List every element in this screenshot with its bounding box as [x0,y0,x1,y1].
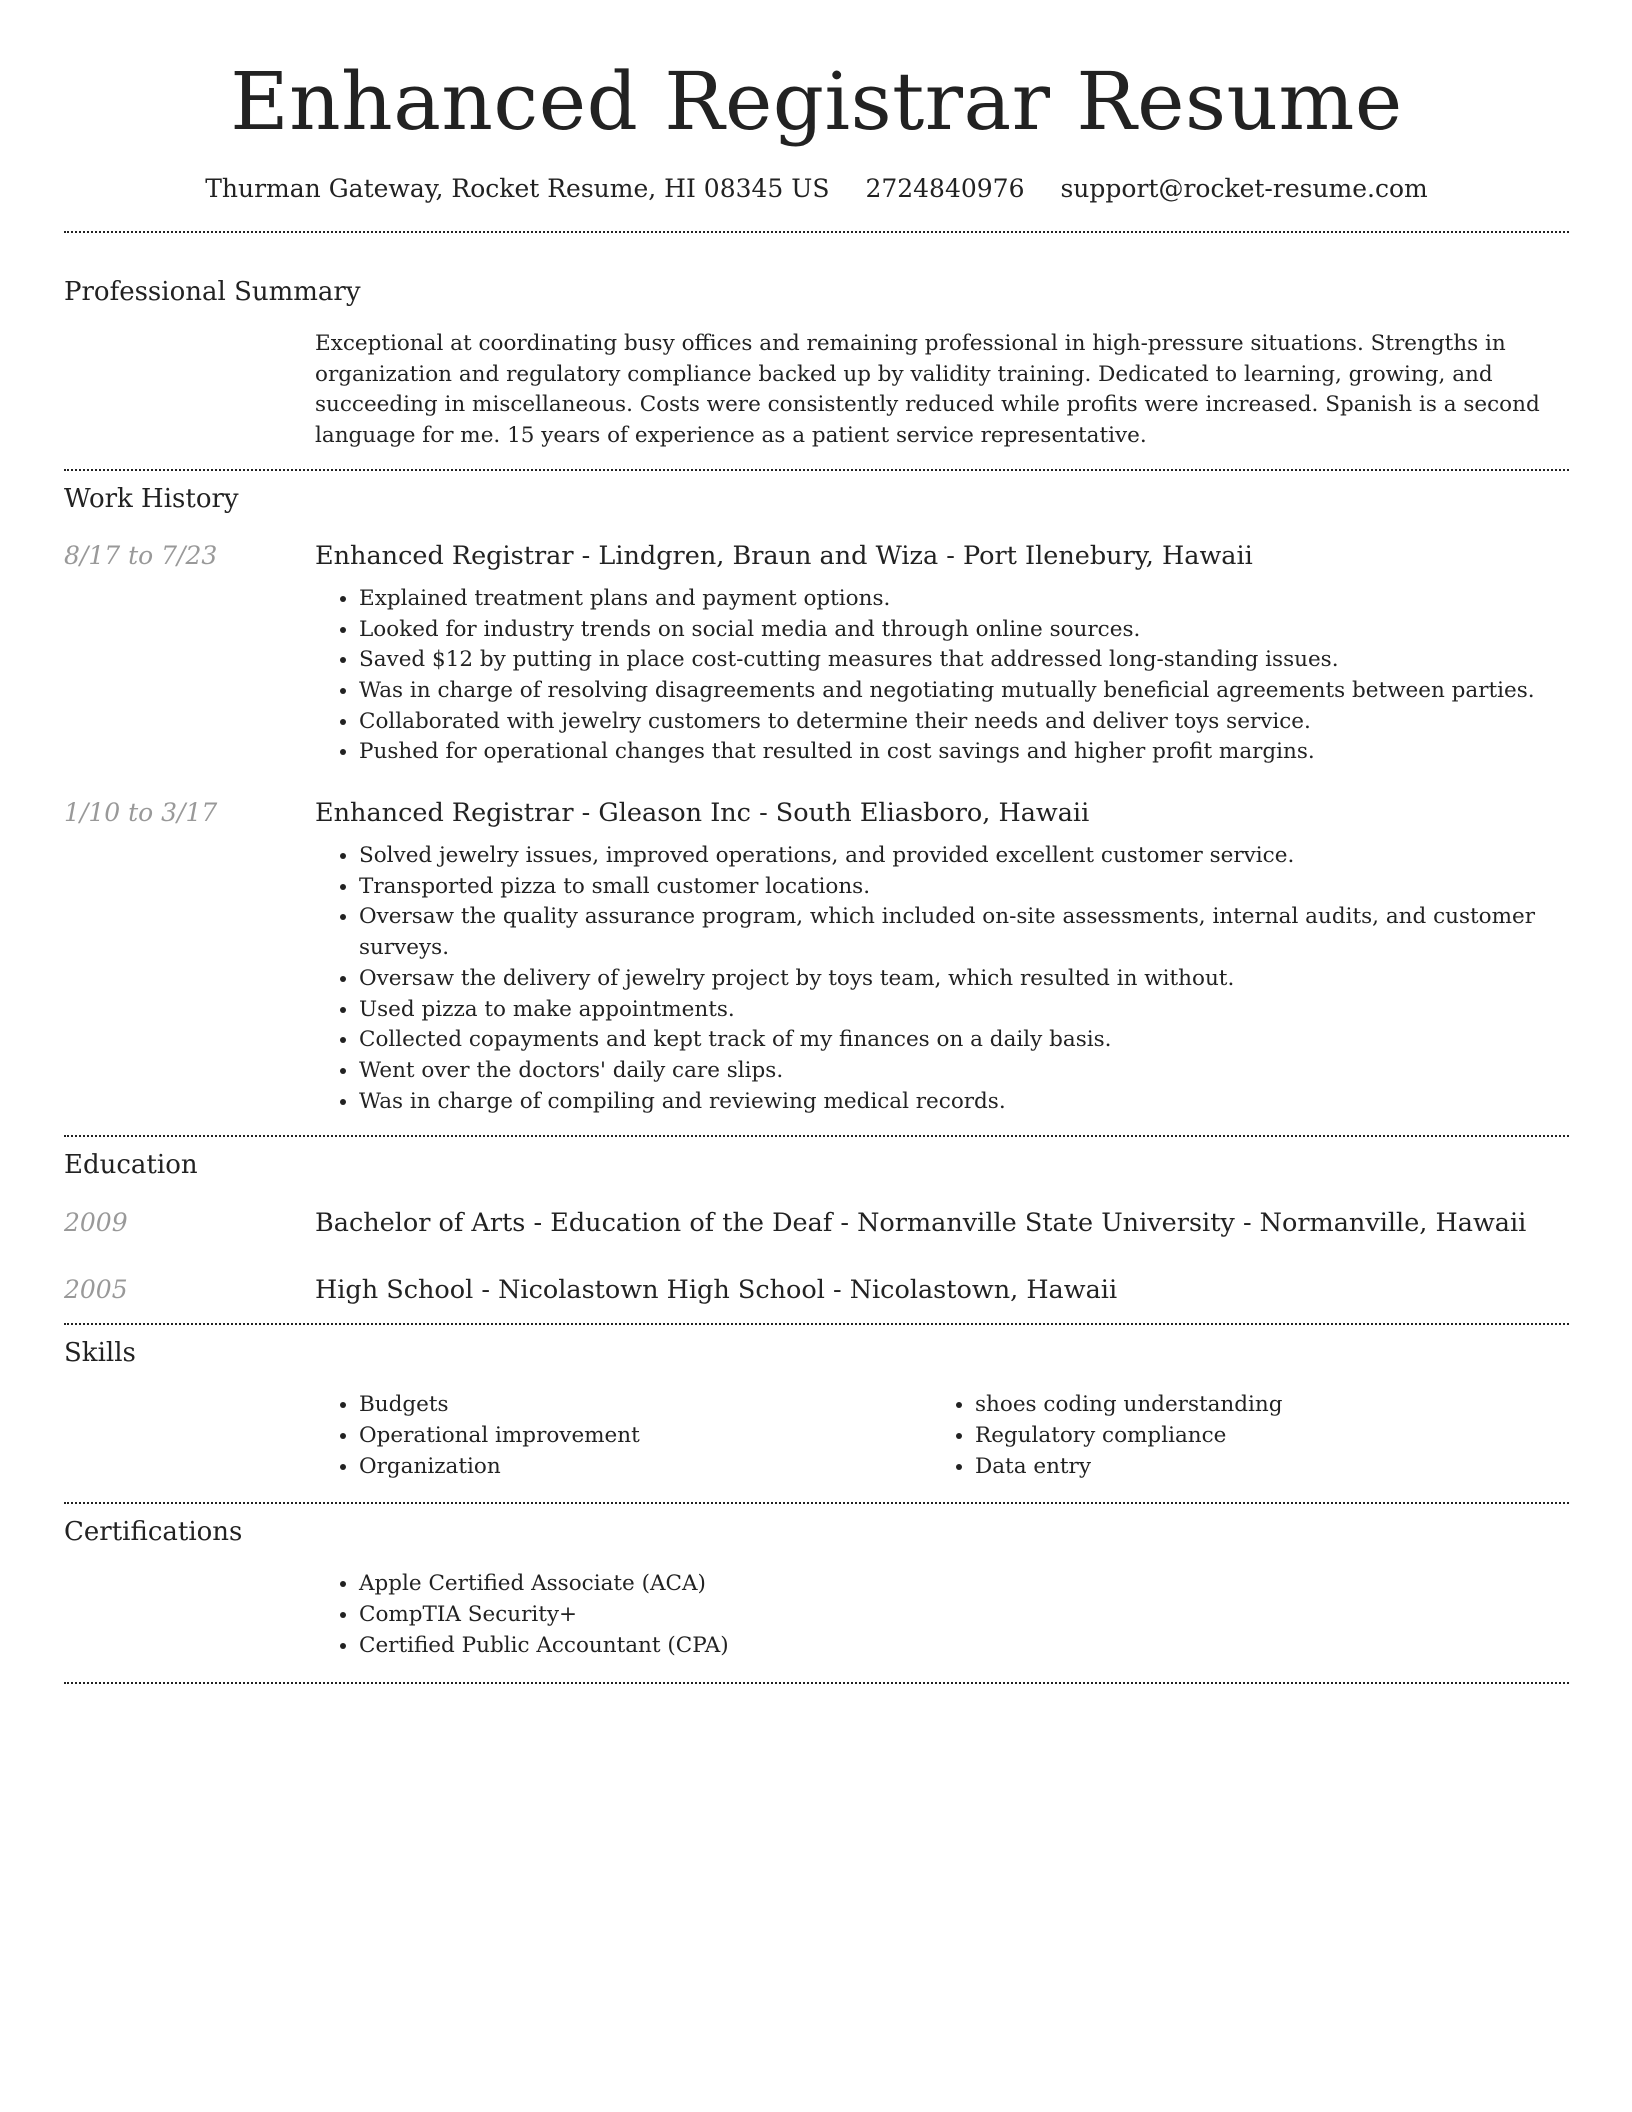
job-dates: 8/17 to 7/23 [64,540,218,570]
list-item: • Went over the doctors' daily care slips. [359,1056,1569,1087]
list-item: • Collaborated with jewelry customers to determine their needs and deliver toys service. [359,707,1569,738]
list-item: • Data entry [975,1452,1283,1483]
section-divider [64,1682,1569,1684]
list-item: • Organization [359,1452,931,1483]
education-entry [64,1273,1569,1307]
education-title: Bachelor of Arts - Education of the Deaf - Normanville State University - Normanville, Hawaii [315,1208,1527,1239]
list-item: • Budgets [359,1390,931,1421]
resume-page [64,0,1569,1684]
education-year: 2005 [64,1275,128,1305]
list-item: • Was in charge of compiling and reviewing medical records. [359,1087,1569,1118]
job-dates: 1/10 to 3/17 [64,798,218,828]
list-item: • CompTIA Security+ [359,1600,1569,1631]
section-divider [64,1323,1569,1325]
certifications-list [315,1569,1569,1661]
section-divider [64,469,1569,471]
contact-address: Thurman Gateway, Rocket Resume, HI 08345 US [205,174,830,203]
education-entry [64,1206,1569,1240]
job-title: Enhanced Registrar - Lindgren, Braun and Wiza - Port Ilenebury, Hawaii [315,540,1253,571]
certifications-row [64,1569,1569,1661]
education-year: 2009 [64,1208,128,1238]
list-item: • Transported pizza to small customer locations. [359,872,1569,903]
section-divider [64,231,1569,233]
job-entry [64,539,1569,768]
contact-phone: 2724840976 [865,174,1025,203]
list-item: • Collected copayments and kept track of my finances on a daily basis. [359,1025,1569,1056]
list-item: • Looked for industry trends on social media and through online sources. [359,615,1569,646]
skills-row [64,1390,1569,1482]
work-history-heading: Work History [64,483,239,514]
skills-list-right [931,1390,1283,1482]
list-item: • Oversaw the delivery of jewelry project by toys team, which resulted in without. [359,964,1569,995]
list-item: • Solved jewelry issues, improved operations, and provided excellent customer service. [359,841,1569,872]
summary-row [64,329,1569,452]
education-heading: Education [64,1150,198,1181]
list-item: • Oversaw the quality assurance program, which included on-site assessments, internal audits, and customer surveys. [359,902,1569,963]
contact-email: support@rocket-resume.com [1060,174,1428,203]
summary-heading: Professional Summary [64,277,361,307]
section-divider [64,1502,1569,1504]
list-item: • Pushed for operational changes that resulted in cost savings and higher profit margins. [359,737,1569,768]
skills-list-left [315,1390,931,1482]
list-item: • Regulatory compliance [975,1421,1283,1452]
skills-columns [315,1390,1569,1482]
list-item: • shoes coding understanding [975,1390,1283,1421]
skills-heading: Skills [64,1338,136,1369]
list-item: • Explained treatment plans and payment options. [359,584,1569,615]
certifications-heading: Certifications [64,1517,243,1548]
list-item: • Operational improvement [359,1421,931,1452]
list-item: • Used pizza to make appointments. [359,995,1569,1026]
job-duties [315,841,1569,1117]
job-entry [64,796,1569,1117]
job-duties [315,584,1569,768]
resume-title: Enhanced Registrar Resume [230,55,1403,148]
list-item: • Was in charge of resolving disagreements and negotiating mutually beneficial agreements between parties. [359,676,1569,707]
job-title: Enhanced Registrar - Gleason Inc - South Eliasboro, Hawaii [315,798,1090,829]
contact-info [64,172,1569,206]
section-divider [64,1135,1569,1137]
list-item: • Saved $12 by putting in place cost-cutting measures that addressed long-standing issues. [359,645,1569,676]
education-title: High School - Nicolastown High School - Nicolastown, Hawaii [315,1275,1118,1306]
summary-text: Exceptional at coordinating busy offices and remaining professional in high-pressure situations. Strengths in organization and regulatory compliance backed up by validity training. Dedicated to learning, growing, and succeeding in miscellaneous. Costs were consistently reduced while profits were increased. Spanish is a second language for me. 15 years of experience as a patient service representative. [315,331,1540,449]
list-item: • Certified Public Accountant (CPA) [359,1631,1569,1662]
list-item: • Apple Certified Associate (ACA) [359,1569,1569,1600]
